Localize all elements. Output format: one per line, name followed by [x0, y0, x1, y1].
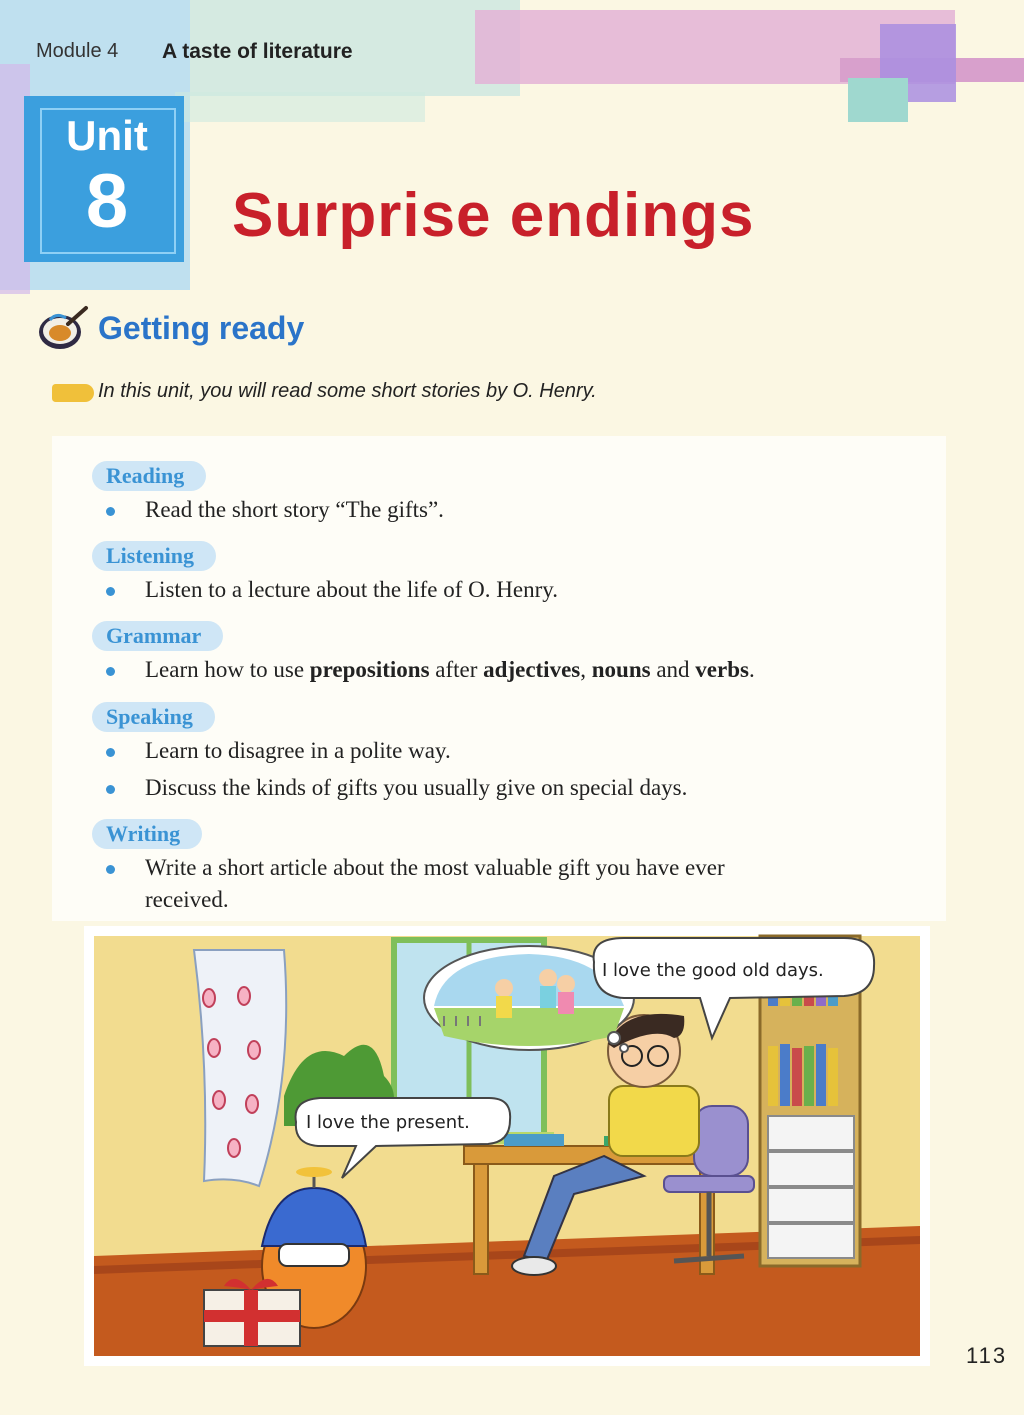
intro-text: In this unit, you will read some short stories by O. Henry. — [98, 380, 597, 402]
bullet — [106, 785, 115, 794]
decor-block-teal — [848, 78, 908, 122]
bullet — [106, 667, 115, 676]
decor-block-mint — [175, 92, 425, 122]
illustration — [84, 926, 930, 1366]
bullet — [106, 587, 115, 596]
speaking-item: Discuss the kinds of gifts you usually give on special days. — [145, 775, 688, 800]
bullet — [106, 507, 115, 516]
page-number: 113 — [966, 1343, 1008, 1368]
section-label-reading: Reading — [92, 461, 206, 491]
module-title: A taste of literature — [162, 40, 353, 63]
section-label-speaking: Speaking — [92, 702, 215, 732]
unit-number: 8 — [85, 159, 129, 244]
listening-item: Listen to a lecture about the life of O. Henry. — [145, 577, 559, 602]
page-title: Surprise endings — [232, 181, 755, 250]
bubble-boy-text: I love the good old days. — [602, 960, 824, 981]
writing-item-continued: received. — [145, 887, 229, 912]
unit-word: Unit — [66, 112, 148, 159]
reading-item: Read the short story “The gifts”. — [145, 497, 444, 522]
getting-ready-heading: Getting ready — [98, 310, 305, 346]
section-label-writing: Writing — [92, 819, 202, 849]
section-label-listening: Listening — [92, 541, 216, 571]
module-label: Module 4 — [36, 40, 119, 62]
pan-icon — [36, 304, 90, 352]
grammar-item: Learn how to use prepositions after adjectives, nouns and verbs. — [145, 657, 755, 682]
bubble-robot-text: I love the present. — [306, 1112, 470, 1133]
speaking-item: Learn to disagree in a polite way. — [145, 738, 451, 763]
section-label-grammar: Grammar — [92, 621, 223, 651]
bullet — [106, 748, 115, 757]
intro-marker — [52, 384, 94, 402]
writing-item: Write a short article about the most valuable gift you have ever — [145, 855, 725, 880]
bullet — [106, 865, 115, 874]
